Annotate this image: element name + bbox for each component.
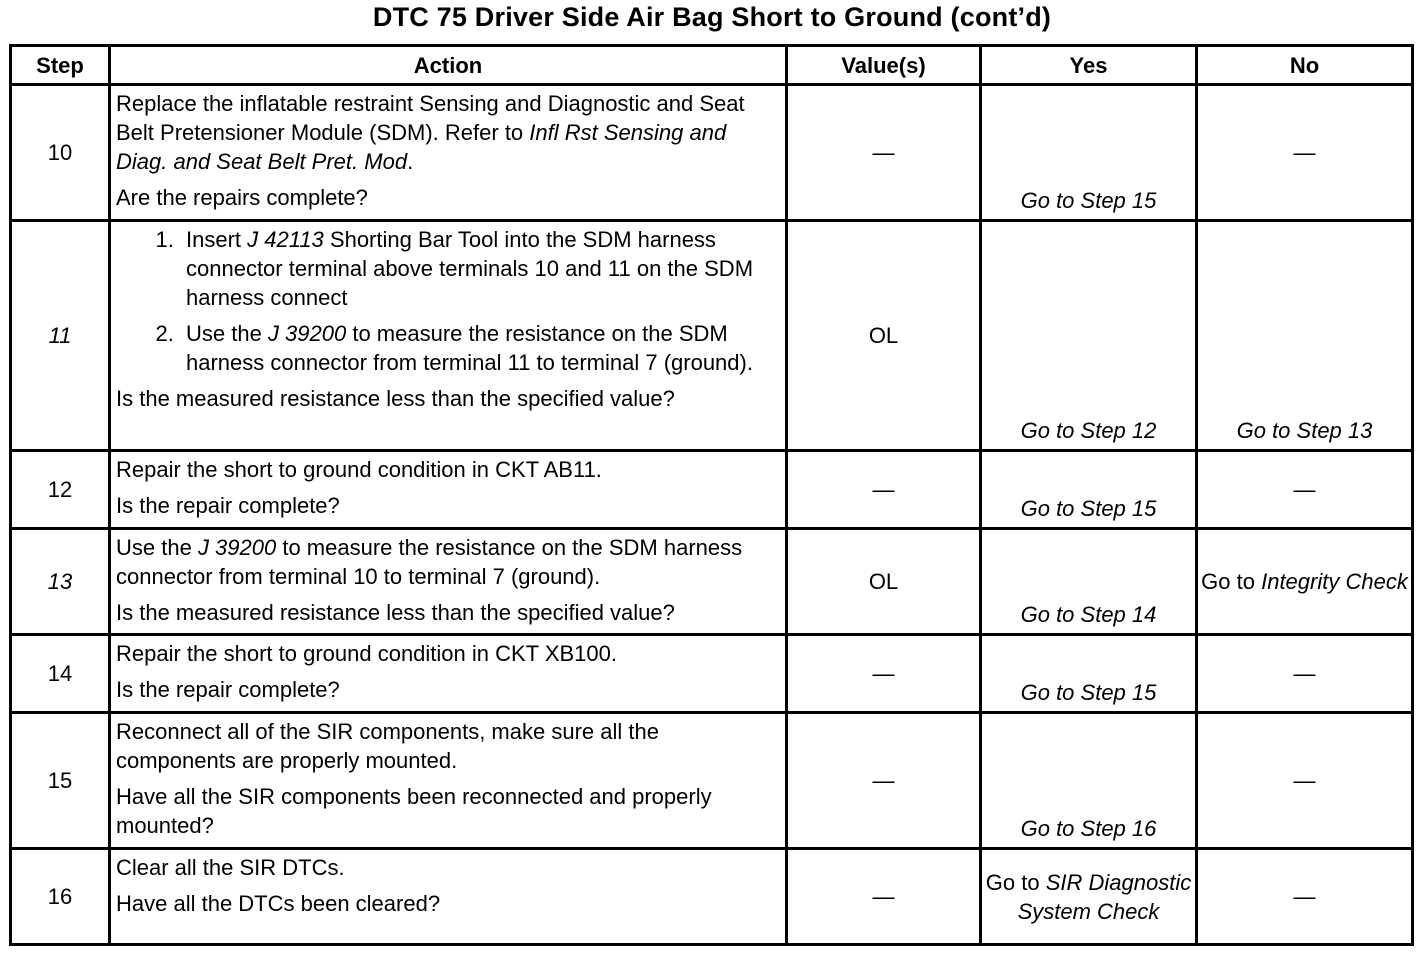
yes-link[interactable]: Go to Step 15: [1020, 680, 1157, 705]
no-cell: —: [1197, 451, 1413, 529]
no-cell: —: [1197, 635, 1413, 713]
header-values: Value(s): [787, 46, 981, 85]
action-text-part: to measure the resistance on the SDM harness connector from terminal 10 to terminal 7 (ground).: [116, 535, 743, 589]
header-no: No: [1197, 46, 1413, 85]
action-cell: [110, 85, 787, 221]
yes-link[interactable]: Go to Step 16: [1020, 816, 1157, 841]
yes-link[interactable]: Go to Step 12: [1020, 418, 1157, 443]
yes-cell: [981, 221, 1197, 451]
header-step: Step: [11, 46, 110, 85]
yes-link[interactable]: Go to Step 15: [1020, 496, 1157, 521]
step-number: 16: [11, 849, 110, 945]
action-question: Is the repair complete?: [116, 493, 340, 518]
step-number: 13: [11, 529, 110, 635]
table-row: [11, 221, 1413, 451]
yes-link[interactable]: SIR Diagnostic System Check: [1017, 869, 1192, 924]
action-cell: [110, 451, 787, 529]
list-item: [180, 319, 779, 377]
yes-cell: [981, 713, 1197, 849]
action-question: Is the repair complete?: [116, 677, 340, 702]
action-text: Reconnect all of the SIR components, make sure all the components are properly mounted.: [116, 719, 659, 773]
action-text: [116, 89, 779, 176]
action-question: Is the measured resistance less than the specified value?: [116, 386, 675, 411]
page-title: DTC 75 Driver Side Air Bag Short to Ground (cont’d): [372, 2, 1052, 32]
value-cell: OL: [787, 529, 981, 635]
no-cell: [1197, 529, 1413, 635]
step-number: 15: [11, 713, 110, 849]
yes-text: Go to: [985, 869, 1046, 895]
step-number: 10: [11, 85, 110, 221]
action-text-part: .: [407, 149, 414, 174]
action-list: [116, 225, 779, 377]
yes-cell: [981, 85, 1197, 221]
yes-cell: [981, 635, 1197, 713]
header-action: Action: [110, 46, 787, 85]
list-item: [180, 225, 779, 312]
action-text-part: Shorting Bar Tool into the SDM harness connector terminal above terminals 10 and 11 on the SDM harness connect: [186, 227, 754, 310]
no-cell: —: [1197, 849, 1413, 945]
action-cell: [110, 221, 787, 451]
table-row: [11, 635, 1413, 713]
table-row: [11, 529, 1413, 635]
diagnostic-table: [9, 44, 1414, 946]
yes-link[interactable]: Go to Step 14: [1020, 602, 1157, 627]
no-cell: [1197, 221, 1413, 451]
action-text: Repair the short to ground condition in CKT AB11.: [116, 457, 602, 482]
table-row: [11, 451, 1413, 529]
value-cell: —: [787, 451, 981, 529]
action-question: Have all the DTCs been cleared?: [116, 891, 441, 916]
action-text: Clear all the SIR DTCs.: [116, 855, 345, 880]
no-link[interactable]: Integrity Check: [1261, 569, 1408, 594]
yes-link[interactable]: Go to Step 15: [1020, 188, 1157, 213]
action-cell: [110, 635, 787, 713]
action-text-part: Insert: [186, 227, 248, 252]
action-text-part: Use the: [186, 321, 268, 346]
value-cell: —: [787, 85, 981, 221]
table-row: [11, 85, 1413, 221]
action-text-part: Use the: [116, 535, 198, 560]
yes-cell: [981, 529, 1197, 635]
step-number: 12: [11, 451, 110, 529]
no-link[interactable]: Go to Step 13: [1236, 418, 1373, 443]
table-row: [11, 713, 1413, 849]
step-number: 11: [11, 221, 110, 451]
tool-name: J 39200: [267, 321, 347, 346]
value-cell: OL: [787, 221, 981, 451]
no-cell: —: [1197, 85, 1413, 221]
step-number: 14: [11, 635, 110, 713]
no-cell: —: [1197, 713, 1413, 849]
header-yes: Yes: [981, 46, 1197, 85]
action-text: [116, 533, 779, 591]
value-cell: —: [787, 713, 981, 849]
action-cell: [110, 849, 787, 945]
action-text-part: to measure the resistance on the SDM harness connector from terminal 11 to terminal 7 (ground).: [186, 321, 753, 375]
table-row: [11, 849, 1413, 945]
action-question: Are the repairs complete?: [116, 185, 368, 210]
value-cell: —: [787, 849, 981, 945]
value-cell: —: [787, 635, 981, 713]
header-row: [11, 46, 1413, 85]
action-text: Repair the short to ground condition in CKT XB100.: [116, 641, 618, 666]
action-question: Is the measured resistance less than the specified value?: [116, 600, 675, 625]
action-cell: [110, 713, 787, 849]
yes-cell: [981, 451, 1197, 529]
yes-cell: [981, 849, 1197, 945]
action-cell: [110, 529, 787, 635]
action-text-part: Replace the inflatable restraint Sensing and Diagnostic and Seat Belt Pretensioner Module (SDM). Refer to: [116, 91, 745, 145]
tool-name: J 39200: [197, 535, 277, 560]
tool-name: J 42113: [247, 227, 324, 252]
reference-text: Infl Rst Sensing and Diag. and Seat Belt Pret. Mod: [116, 120, 727, 174]
action-question: Have all the SIR components been reconnected and properly mounted?: [116, 784, 712, 838]
no-text: Go to: [1201, 569, 1262, 594]
